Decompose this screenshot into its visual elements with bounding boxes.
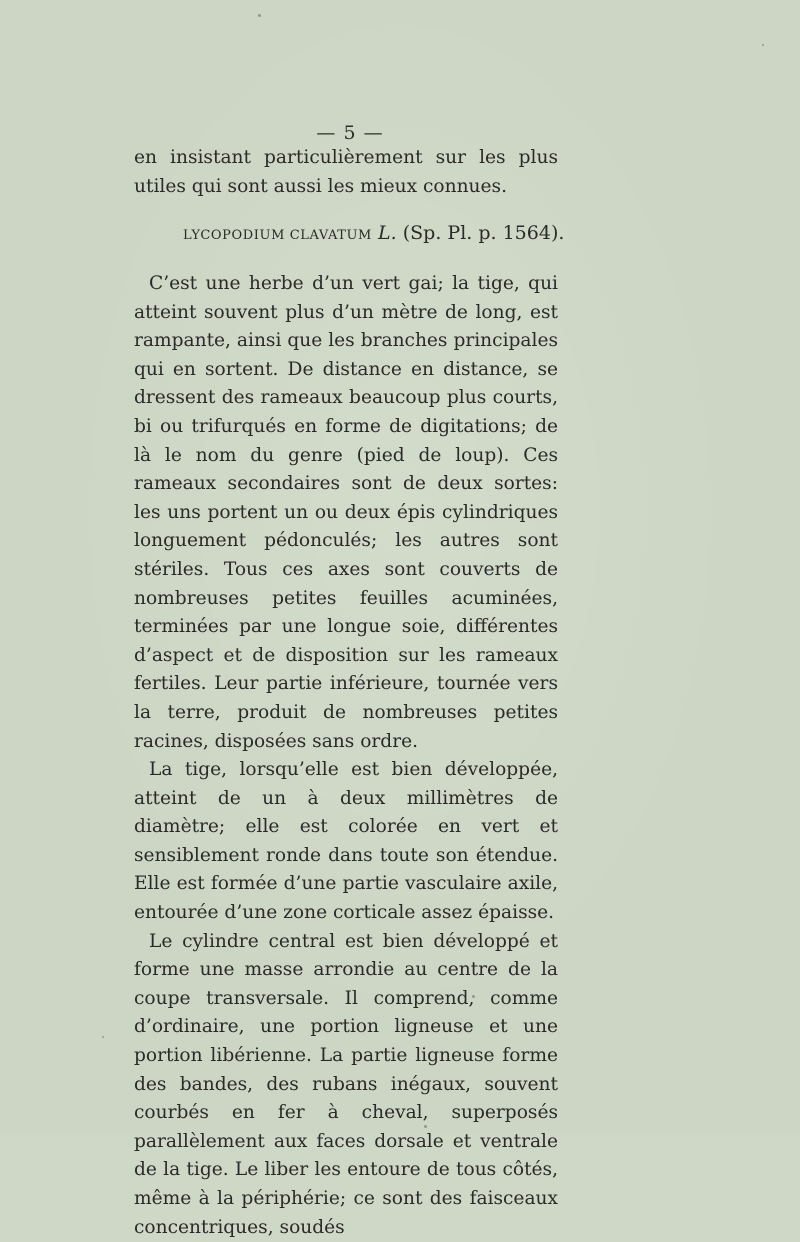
- paragraph-description: C’est une herbe d’un vert gai; la tige, qui atteint souvent plus d’un mètre de long, est rampante, ainsi que les branches principales qui en sortent. De distance en distance, se dressent des rameaux beaucoup plus courts, bi ou trifurqués en forme de digitations; de là le nom du genre (pied de loup). Ces rameaux secondaires sont de deux sortes: les uns portent un ou deux épis cylindriques longuement pédonculés; les autres sont stériles. Tous ces axes sont couverts de nombreuses petites feuilles acuminées, terminées par une longue soie, différentes d’aspect et de disposition sur les rameaux fertiles. Leur partie inférieure, tournée vers la terre, produit de nombreuses petites racines, disposées sans ordre.: [134, 273, 558, 752]
- paper-speck: [102, 1036, 104, 1038]
- paragraph-continued: en insistant particulièrement sur les plus utiles qui sont aussi les mieux connues.: [134, 147, 558, 197]
- species-name: LYCOPODIUM CLAVATUM: [183, 228, 372, 243]
- species-author: L.: [378, 222, 397, 244]
- paragraph-cylinder: Le cylindre central est bien développé et forme une masse arrondie au centre de la coupe transversale. Il comprend, comme d’ordinaire, une portion ligneuse et une portion libérienne. La partie ligneuse forme des bandes, des rubans inégaux, souvent courbés en fer à cheval, superposés parallèlement aux faces dorsale et ventrale de la tige. Le liber les entoure de tous côtés, même à la périphérie; ce sont des faisceaux concentriques, soudés: [134, 930, 558, 1238]
- paper-speck: [258, 14, 261, 17]
- species-heading: [183, 222, 563, 244]
- paragraph-stem: La tige, lorsqu’elle est bien développée, atteint de un à deux millimètres de diamètre; elle est colorée en vert et sensiblement ronde dans toute son étendue. Elle est formée d’une partie vasculaire axile, entourée d’une zone corticale assez épaisse.: [134, 759, 558, 924]
- species-reference: (Sp. Pl. p. 1564).: [402, 222, 565, 244]
- page-number: — 5 —: [316, 122, 384, 144]
- body-text: [134, 270, 558, 1242]
- paper-speck: [762, 44, 764, 46]
